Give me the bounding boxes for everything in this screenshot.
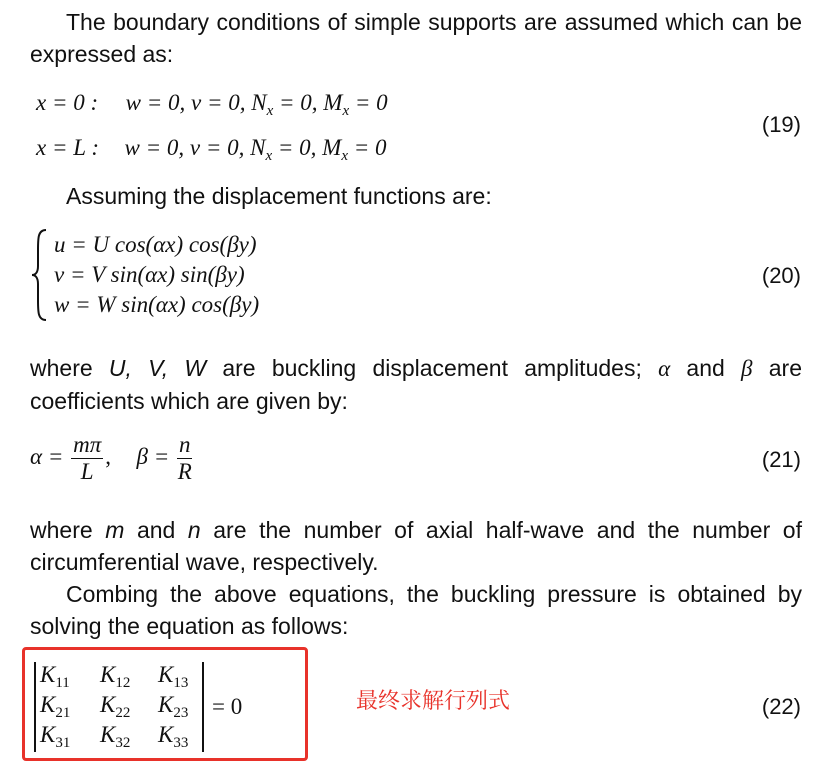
eq19-line2-lhs: x = L : [36,135,100,160]
matrix-cell-k22: $K_{22}$ [100,692,131,721]
var-UVW: U, V, W [108,355,207,381]
eq22-rhs: = 0 [212,694,243,719]
paragraph-combining: Combing the above equations, the buckling pressure is obtained by solving the equation as follows: [30,581,802,639]
eq19-line2-rhs: w = 0, v = 0, $N_x = 0$, $M_x = 0$ [124,135,387,164]
paragraph-amplitudes: where U, V, W are buckling displacement amplitudes; α and β are coefficients which are given by: [30,355,802,414]
matrix-cell-k13: $K_{13}$ [158,662,189,691]
eq19-line2 [36,135,387,165]
matrix-cell-k31: $K_{31}$ [40,722,71,751]
matrix-cell-k32: $K_{32}$ [100,722,131,751]
equation-number-22: (22) [761,694,801,719]
equation-number-20: (20) [761,263,801,288]
eq21: α = $\frac{m\pi}{L}$ , β = $\frac{n}{R}$ [30,432,192,484]
equation-number-21: (21) [761,447,801,472]
eq21-beta-lhs: β = [136,443,170,469]
eq21-alpha-lhs: α = [30,443,64,469]
matrix-cell-k12: $K_{12}$ [100,662,131,691]
eq19-line1-rhs: w = 0, v = 0, $N_x = 0$, $M_x = 0$ [125,90,388,119]
paragraph-boundary-conditions: The boundary conditions of simple supports are assumed which can be expressed as: [30,9,802,67]
matrix-cell-k21: $K_{21}$ [40,692,71,721]
var-n: n [187,517,201,543]
var-beta: β [741,356,753,381]
eq21-beta-fraction: $\frac{n}{R}$ [177,432,192,484]
left-brace-icon [30,228,50,322]
equation-number-19: (19) [761,112,801,137]
matrix-cell-k11: $K_{11}$ [40,662,70,691]
eq20-u: u = U cos(αx) cos(βy) [54,232,257,257]
determinant-right-bar [202,662,204,752]
eq19-line1-lhs: x = 0 : [36,90,99,115]
eq19-line1 [36,90,388,120]
determinant-left-bar [34,662,36,752]
var-alpha: α [658,356,671,381]
var-m: m [105,517,125,543]
eq20-v: v = V sin(αx) sin(βy) [54,262,245,287]
paragraph-displacement-functions: Assuming the displacement functions are: [66,183,492,209]
matrix-cell-k33: $K_{33}$ [158,722,189,751]
matrix-cell-k23: $K_{23}$ [158,692,189,721]
paragraph-half-wave: where m and n are the number of axial half-wave and the number of circumferential wave, respectively. [30,517,802,575]
eq21-alpha-fraction: $\frac{m\pi}{L}$ [73,432,102,484]
red-annotation-text: 最终求解行列式 [356,689,511,714]
eq20-w: w = W sin(αx) cos(βy) [54,292,260,317]
